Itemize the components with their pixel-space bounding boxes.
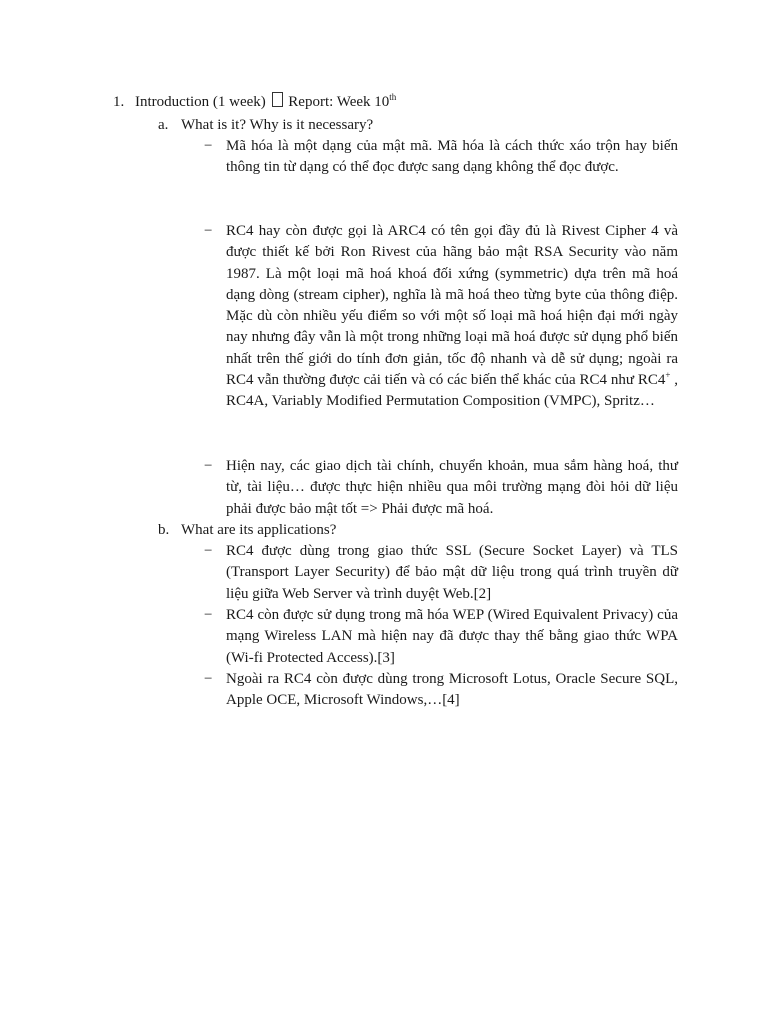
bullet-text bbox=[226, 221, 678, 413]
bullet-text: Hiện nay, các giao dịch tài chính, chuyển khoản, mua sắm hàng hoá, thư từ, tài liệu… được thực hiện nhiều qua môi trường mạng đòi hỏi dữ liệu phải được bảo mật tốt => Phải được mã hoá. bbox=[226, 458, 678, 517]
bullet-text: RC4 còn được sử dụng trong mã hóa WEP (Wired Equivalent Privacy) của mạng Wireless LAN mà hiện nay đã được thay thế bằng giao thức WPA (Wi-fi Protected Access).[3] bbox=[226, 607, 678, 666]
heading-report-sup: th bbox=[389, 92, 397, 102]
bullet-text-main: RC4 hay còn được gọi là ARC4 có tên gọi đầy đủ là Rivest Cipher 4 và được thiết kế bởi Ron Rivest của hãng bảo mật RSA Security vào năm 1987. Là một loại mã hoá khoá đối xứng (symmetric) dựa trên mã hoá dạng dòng (stream cipher), nghĩa là mã hoá theo từng byte của thông điệp. Mặc dù còn nhiều yếu điểm so với một số loại mã hoá hiện đại mới ngày nay nhưng đây vẫn là một trong những loại mã hoá được sử dụng phổ biến nhất trên thế giới do tính đơn giản, tốc độ nhanh và dễ sử dụng; ngoài ra RC4 vẫn thường được cải tiến và có các biến thể khác của RC4 như RC4 bbox=[226, 223, 678, 389]
bullet-dash: − bbox=[204, 607, 213, 623]
bullet-dash: − bbox=[204, 458, 213, 474]
heading-title: Introduction (1 week) bbox=[135, 94, 266, 110]
bullet-text-tail: , RC4A, Variably Modified Permutation Composition (VMPC), Spritz… bbox=[226, 372, 679, 410]
bullet-text-sup: + bbox=[665, 370, 671, 381]
subsection-title-b: What are its applications? bbox=[181, 522, 337, 538]
list-number: 1. bbox=[113, 94, 125, 110]
bullet-dash: − bbox=[204, 671, 213, 687]
bullet-text: Mã hóa là một dạng của mật mã. Mã hóa là cách thức xáo trộn hay biến thông tin từ dạng có thể đọc được sang dạng không thể đọc được. bbox=[226, 138, 678, 176]
bullet-text: RC4 được dùng trong giao thức SSL (Secure Socket Layer) và TLS (Transport Layer Security) để bảo mật dữ liệu trong quá trình truyền dữ liệu giữa Web Server và trình duyệt Web.[2] bbox=[226, 543, 678, 602]
subsection-letter-b: b. bbox=[158, 522, 170, 538]
heading-report: Report: Week 10 bbox=[288, 94, 390, 110]
subsection-title-a: What is it? Why is it necessary? bbox=[181, 117, 374, 133]
placeholder-box-icon bbox=[272, 92, 283, 107]
bullet-text: Ngoài ra RC4 còn được dùng trong Microsoft Lotus, Oracle Secure SQL, Apple OCE, Microsoft Windows,…[4] bbox=[226, 671, 678, 709]
subsection-letter-a: a. bbox=[158, 117, 169, 133]
bullet-dash: − bbox=[204, 223, 213, 239]
section-heading bbox=[135, 92, 396, 113]
bullet-dash: − bbox=[204, 543, 213, 559]
bullet-dash: − bbox=[204, 138, 213, 154]
